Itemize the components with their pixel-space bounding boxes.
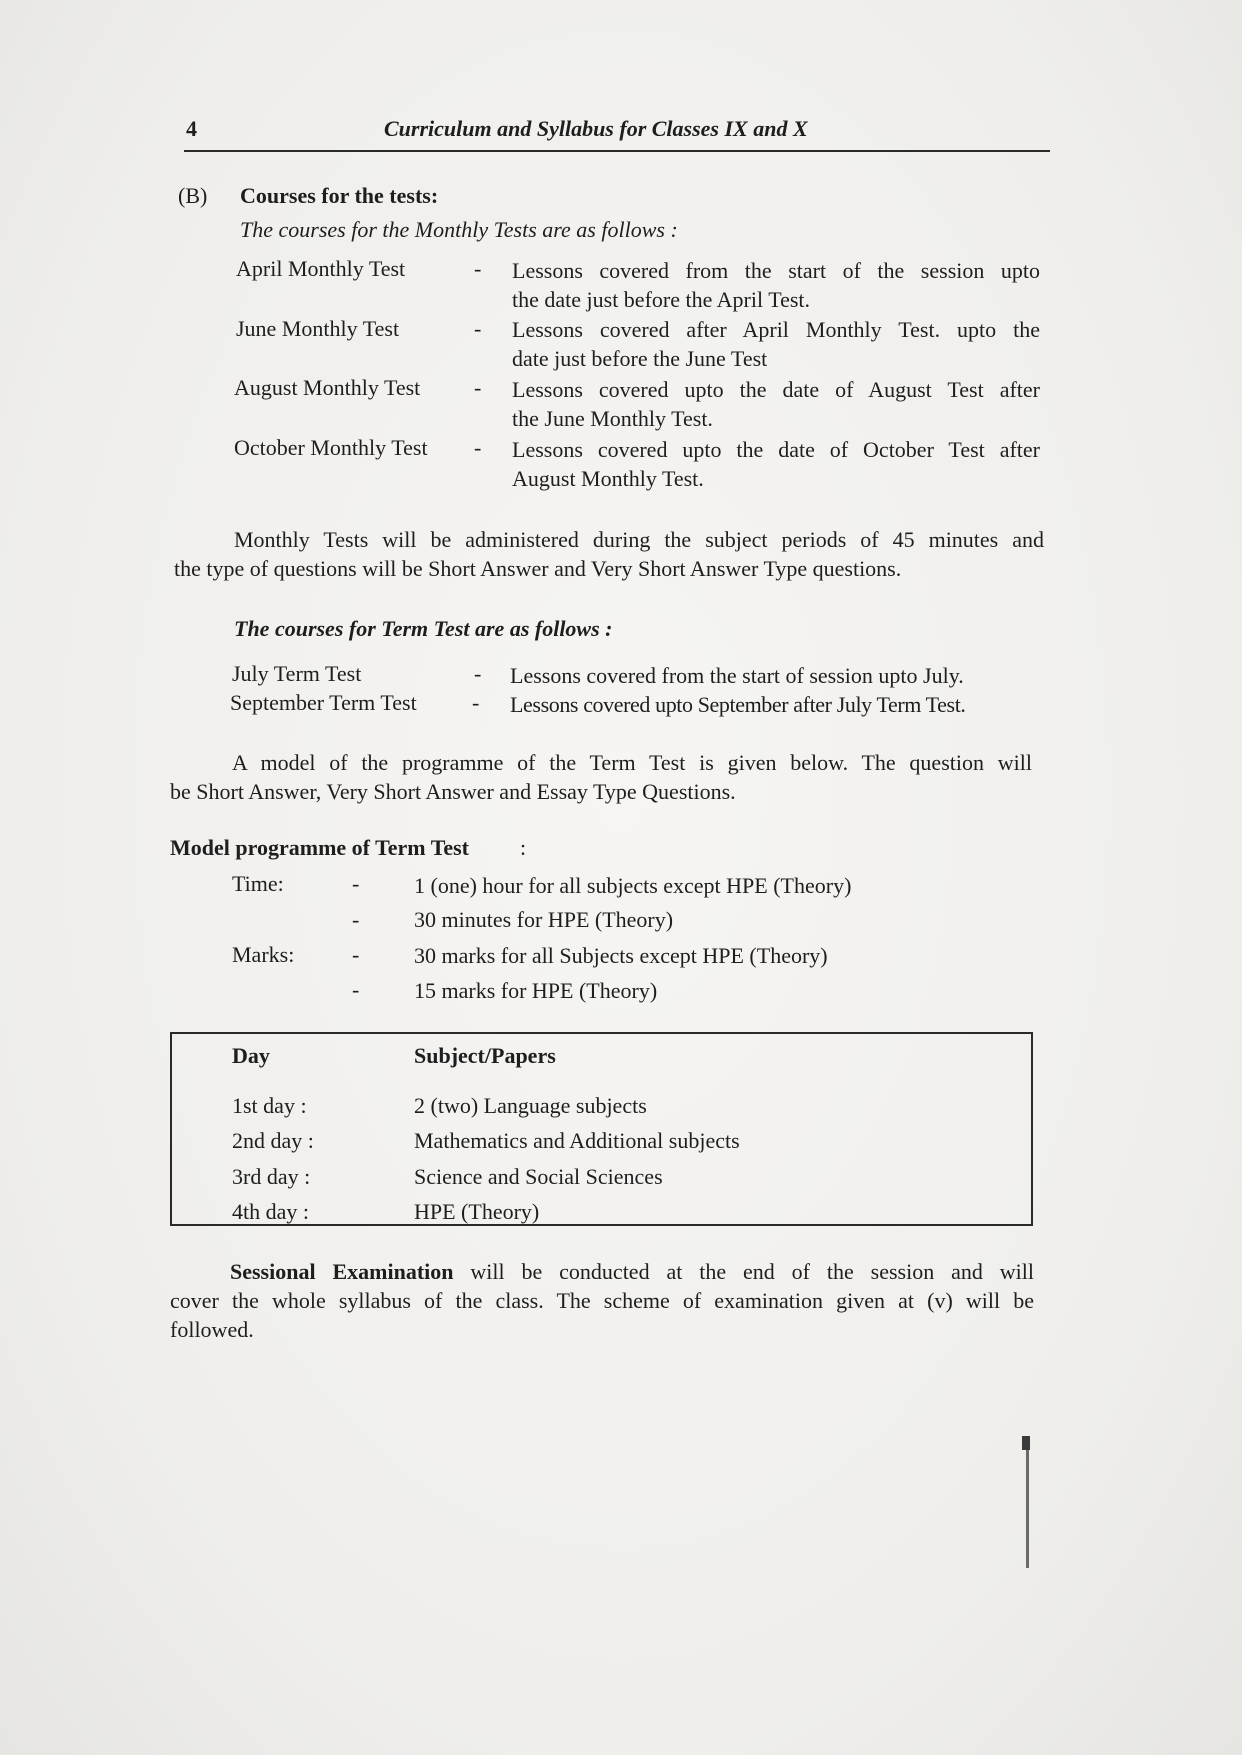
- time-dash: -: [352, 907, 360, 932]
- sessional-line2: cover the whole syllabus of the class. The scheme of examination given at (v) will be: [170, 1288, 1034, 1313]
- sessional-line1: [230, 1257, 1034, 1287]
- test-desc-line1: Lessons covered upto the date of August Test after: [512, 377, 1040, 402]
- test-name: August Monthly Test: [234, 375, 421, 400]
- table-row-subject: HPE (Theory): [414, 1199, 540, 1224]
- section-heading: Courses for the tests:: [240, 183, 439, 208]
- table-header-day: Day: [232, 1043, 270, 1068]
- page-number: 4: [186, 116, 197, 141]
- monthly-intro: The courses for the Monthly Tests are as follows :: [240, 217, 678, 242]
- term-test-dash: -: [474, 661, 482, 686]
- test-desc-line1: Lessons covered after April Monthly Test. upto the: [512, 317, 1040, 342]
- marks-dash: -: [352, 977, 360, 1002]
- marks-dash: -: [352, 942, 360, 967]
- time-dash: -: [352, 871, 360, 896]
- term-test-desc: Lessons covered from the start of session upto July.: [510, 663, 964, 688]
- test-name: April Monthly Test: [236, 256, 406, 281]
- test-desc-line1: Lessons covered from the start of the session upto: [512, 258, 1040, 283]
- term-test-name: July Term Test: [232, 661, 362, 686]
- sessional-bold-lead: Sessional Examination: [230, 1259, 454, 1284]
- test-desc-line2: the June Monthly Test.: [512, 406, 713, 431]
- model-para-line1: A model of the programme of the Term Test is given below. The question will: [232, 750, 1032, 775]
- time-line: 30 minutes for HPE (Theory): [414, 907, 674, 932]
- term-test-desc: Lessons covered upto September after July Term Test.: [510, 692, 966, 717]
- header-rule: [184, 150, 1050, 152]
- monthly-para-line1: Monthly Tests will be administered during the subject periods of 45 minutes and: [234, 527, 1044, 552]
- monthly-para-line2: the type of questions will be Short Answer and Very Short Answer Type questions.: [174, 556, 902, 581]
- time-line: 1 (one) hour for all subjects except HPE (Theory): [414, 873, 852, 898]
- term-test-dash: -: [472, 690, 480, 715]
- table-row-day: 2nd day :: [232, 1128, 314, 1153]
- table-row-subject: Science and Social Sciences: [414, 1164, 663, 1189]
- table-row-subject: 2 (two) Language subjects: [414, 1093, 647, 1118]
- marks-line: 30 marks for all Subjects except HPE (Theory): [414, 943, 828, 968]
- test-name: October Monthly Test: [234, 435, 428, 460]
- model-programme-colon: :: [520, 835, 527, 860]
- model-programme-heading: Model programme of Term Test: [170, 835, 470, 860]
- table-row-subject: Mathematics and Additional subjects: [414, 1128, 740, 1153]
- section-label: (B): [178, 183, 208, 208]
- sessional-line1-rest: will be conducted at the end of the session and will: [453, 1259, 1034, 1284]
- test-dash: -: [474, 316, 482, 341]
- table-row-day: 1st day :: [232, 1093, 307, 1118]
- test-dash: -: [474, 435, 482, 460]
- term-intro: The courses for Term Test are as follows :: [234, 616, 613, 641]
- model-para-line2: be Short Answer, Very Short Answer and Essay Type Questions.: [170, 779, 736, 804]
- test-dash: -: [474, 256, 482, 281]
- test-desc-line2: the date just before the April Test.: [512, 287, 811, 312]
- table-row-day: 3rd day :: [232, 1164, 311, 1189]
- table-row-day: 4th day :: [232, 1199, 309, 1224]
- marks-line: 15 marks for HPE (Theory): [414, 978, 658, 1003]
- time-label: Time:: [232, 871, 284, 896]
- test-desc-line1: Lessons covered upto the date of October Test after: [512, 437, 1040, 462]
- scan-edge-mark: [1026, 1440, 1029, 1568]
- term-test-name: September Term Test: [230, 690, 417, 715]
- table-header-subject: Subject/Papers: [414, 1043, 556, 1068]
- scan-edge-dot: [1022, 1436, 1030, 1450]
- test-name: June Monthly Test: [236, 316, 400, 341]
- test-dash: -: [474, 375, 482, 400]
- running-header-title: Curriculum and Syllabus for Classes IX and X: [384, 116, 808, 141]
- test-desc-line2: date just before the June Test: [512, 346, 768, 371]
- sessional-line3: followed.: [170, 1317, 254, 1342]
- test-desc-line2: August Monthly Test.: [512, 466, 704, 491]
- marks-label: Marks:: [232, 942, 295, 967]
